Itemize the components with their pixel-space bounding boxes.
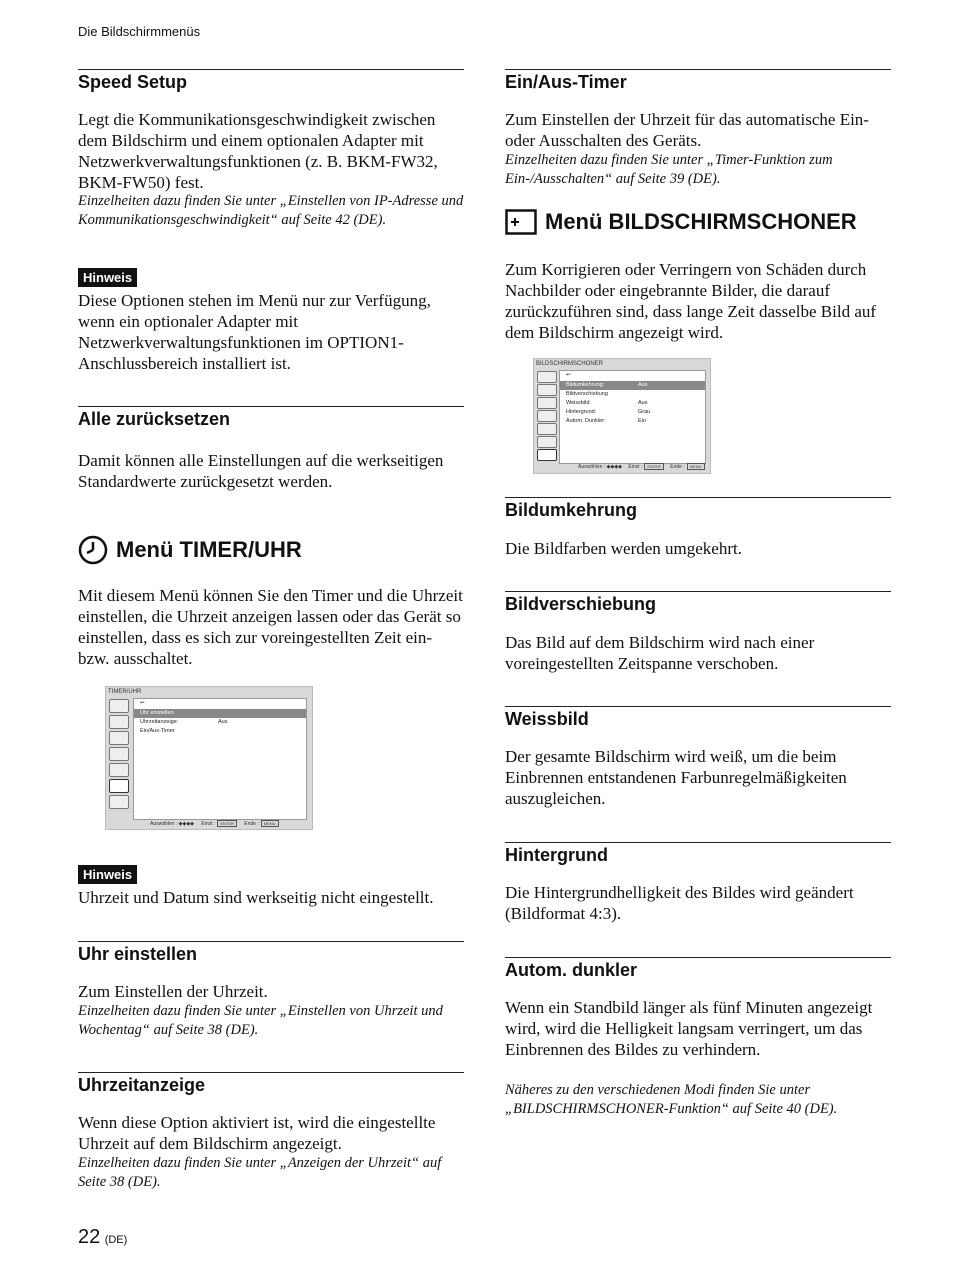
bildverschiebung-body: Das Bild auf dem Bildschirm wird nach einer voreingestellten Zeitspanne verschoben.	[505, 633, 815, 673]
menu-controls-bar: Auswählen : ◆◆◆◆ Einst : ENTER Ende : MENU	[150, 820, 281, 827]
section-heading-weissbild: Weissbild	[505, 706, 891, 730]
back-row: ↩	[140, 700, 145, 706]
page-number: 22	[78, 1226, 101, 1248]
screensaver-menu-body: Zum Korrigieren oder Verringern von Schäden durch Nachbilder oder eingebrannte Bilder, die darauf zurückzuführen sind, dass lange Zeit dasselbe Bild auf dem Bildschirm angezeigt wird.	[505, 260, 877, 342]
screen-title: BILDSCHIRMSCHONER	[536, 361, 604, 367]
screensaver-menu-title	[505, 209, 857, 235]
uhr-einstellen-body: Zum Einstellen der Uhrzeit.	[78, 982, 268, 1001]
menu-tab-icon	[109, 747, 129, 761]
timer-menu-heading: Menü TIMER/UHR	[116, 537, 302, 562]
menu-tab-icon	[537, 384, 557, 396]
menu-row: Weissbild: Aus	[566, 400, 648, 406]
note-label: Hinweis	[78, 268, 137, 287]
section-heading-reset: Alle zurücksetzen	[78, 406, 464, 430]
menu-tab-icon	[537, 397, 557, 409]
menu-row: Uhr einstellen	[134, 709, 306, 718]
menu-icon-column	[536, 371, 558, 461]
speed-setup-reference: Einzelheiten dazu finden Sie unter „Einstellen von IP-Adresse und Kommunikationsgeschwindigkeit“ auf Seite 42 (DE).	[78, 193, 464, 228]
menu-tab-icon	[109, 699, 129, 713]
speed-setup-body: Legt die Kommunikationsgeschwindigkeit zwischen dem Bildschirm und einem optionalen Adapter mit Netzwerkverwaltungsfunktionen (z. B. BKM-FW32, BKM-FW50) fest.	[78, 110, 438, 192]
uhrzeitanzeige-reference: Einzelheiten dazu finden Sie unter „Anzeigen der Uhrzeit“ auf Seite 38 (DE).	[78, 1155, 442, 1190]
section-heading-uhr-einstellen: Uhr einstellen	[78, 941, 464, 965]
screensaver-icon	[505, 209, 537, 235]
bildumkehrung-body: Die Bildfarben werden umgekehrt.	[505, 539, 742, 558]
timer-menu-title	[78, 535, 302, 565]
menu-tab-icon	[109, 731, 129, 745]
menu-row: Ein/Aus-Timer	[140, 728, 175, 734]
screensaver-menu-screenshot	[533, 358, 711, 474]
uhr-einstellen-reference: Einzelheiten dazu finden Sie unter „Einstellen von Uhrzeit und Wochentag“ auf Seite 38 (DE).	[78, 1003, 443, 1038]
section-heading-bildumkehrung: Bildumkehrung	[505, 497, 891, 521]
back-row: ↩	[566, 372, 571, 378]
uhrzeitanzeige-body: Wenn diese Option aktiviert ist, wird die eingestellte Uhrzeit auf dem Bildschirm angezeigt.	[78, 1113, 436, 1153]
clock-icon	[78, 535, 108, 565]
menu-tab-icon	[109, 715, 129, 729]
menu-tab-icon	[109, 763, 129, 777]
screensaver-menu-heading: Menü BILDSCHIRMSCHONER	[545, 209, 857, 234]
autom-dunkler-body: Wenn ein Standbild länger als fünf Minuten angezeigt wird, wird die Helligkeit langsam verringert, um das Einbrennen des Bildes zu verhindern.	[505, 998, 873, 1059]
section-heading-ein-aus-timer: Ein/Aus-Timer	[505, 69, 891, 93]
menu-panel	[133, 698, 307, 820]
section-heading-autom-dunkler: Autom. dunkler	[505, 957, 891, 981]
section-heading-bildverschiebung: Bildverschiebung	[505, 591, 891, 615]
page-footer	[78, 1226, 127, 1249]
menu-row: Hintergrund: Grau	[566, 409, 651, 415]
hintergrund-body: Die Hintergrundhelligkeit des Bildes wird geändert (Bildformat 4:3).	[505, 883, 854, 923]
timer-menu-screenshot	[105, 686, 313, 830]
menu-icon-column	[108, 699, 130, 809]
autom-dunkler-reference: Näheres zu den verschiedenen Modi finden Sie unter „BILDSCHIRMSCHONER-Funktion“ auf Seite 40 (DE).	[505, 1082, 838, 1117]
menu-tab-icon	[537, 410, 557, 422]
screensaver-tab-icon	[537, 449, 557, 461]
menu-panel	[559, 370, 706, 464]
menu-tab-icon	[537, 423, 557, 435]
screen-title: TIMER/UHR	[108, 689, 142, 695]
clock-tab-icon	[109, 779, 129, 793]
note-label: Hinweis	[78, 865, 137, 884]
menu-row: Autom. Dunkler: Ein	[566, 418, 646, 424]
reset-body: Damit können alle Einstellungen auf die werkseitigen Standardwerte zurückgesetzt werden.	[78, 451, 444, 491]
ein-aus-timer-reference: Einzelheiten dazu finden Sie unter „Timer-Funktion zum Ein-/Ausschalten“ auf Seite 39 (DE).	[505, 152, 833, 187]
ein-aus-timer-body: Zum Einstellen der Uhrzeit für das automatische Ein- oder Ausschalten des Geräts.	[505, 110, 869, 150]
running-head: Die Bildschirmmenüs	[78, 24, 201, 39]
menu-tab-icon	[109, 795, 129, 809]
menu-controls-bar: Auswählen : ◆◆◆◆ Einst : ENTER Ende : MENU	[578, 463, 707, 470]
weissbild-body: Der gesamte Bildschirm wird weiß, um die beim Einbrennen entstandenen Farbunregelmäßigkeiten auszugleichen.	[505, 747, 847, 808]
page-number-suffix: (DE)	[104, 1234, 128, 1246]
menu-row: Bildverschiebung	[566, 391, 608, 397]
section-heading-uhrzeitanzeige: Uhrzeitanzeige	[78, 1072, 464, 1096]
menu-row: Uhrzeitanzeige: Aus	[140, 719, 228, 725]
speed-setup-note: Diese Optionen stehen im Menü nur zur Verfügung, wenn ein optionaler Adapter mit Netzwerkverwaltungsfunktionen im OPTION1-Anschlussbereich installiert ist.	[78, 291, 431, 373]
timer-note: Uhrzeit und Datum sind werkseitig nicht eingestellt.	[78, 888, 434, 907]
section-heading-hintergrund: Hintergrund	[505, 842, 891, 866]
timer-menu-body: Mit diesem Menü können Sie den Timer und die Uhrzeit einstellen, die Uhrzeit anzeigen lassen oder das Gerät so einstellen, dass es sich zur voreingestellten Zeit ein- bzw. ausschaltet.	[78, 586, 463, 668]
menu-tab-icon	[537, 371, 557, 383]
menu-row: Bildumkehrung: Aus	[560, 381, 705, 390]
clock-tab-icon	[537, 436, 557, 448]
section-heading-speed-setup: Speed Setup	[78, 69, 464, 93]
